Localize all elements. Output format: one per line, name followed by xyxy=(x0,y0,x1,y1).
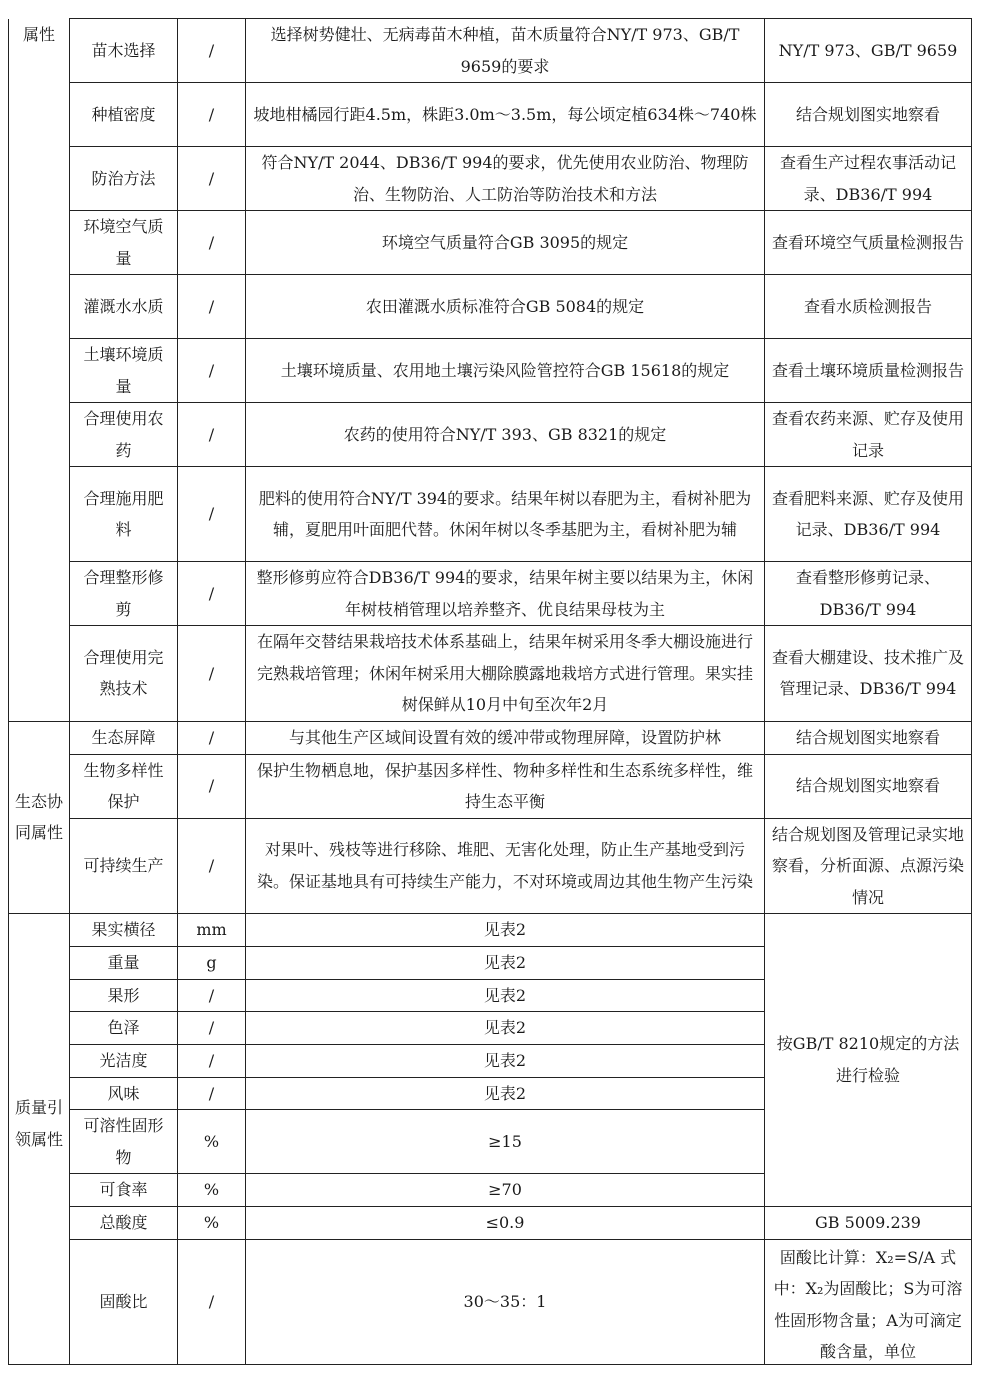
item-cell: 合理整形修剪 xyxy=(70,562,178,626)
category-quality: 质量引领属性 xyxy=(9,914,70,1365)
check-method-cell: 查看整形修剪记录、DB36/T 994 xyxy=(765,562,972,626)
unit-cell: / xyxy=(178,403,246,467)
requirement-cell: ≥15 xyxy=(246,1110,765,1174)
item-cell: 土壤环境质量 xyxy=(70,339,178,403)
table-row xyxy=(9,914,972,947)
requirement-cell: 见表2 xyxy=(246,1012,765,1045)
unit-cell: / xyxy=(178,1045,246,1078)
unit-cell: / xyxy=(178,818,246,914)
table-row xyxy=(9,818,972,914)
item-cell: 环境空气质量 xyxy=(70,211,178,275)
table-row xyxy=(9,19,972,83)
check-method-cell: 查看大棚建设、技术推广及管理记录、DB36/T 994 xyxy=(765,626,972,722)
check-method-cell: 结合规划图实地察看 xyxy=(765,721,972,754)
unit-cell: mm xyxy=(178,914,246,947)
item-cell: 色泽 xyxy=(70,1012,178,1045)
check-method-cell: 结合规划图实地察看 xyxy=(765,83,972,147)
table-row xyxy=(9,1239,972,1364)
item-cell: 固酸比 xyxy=(70,1239,178,1364)
check-method-cell: 查看水质检测报告 xyxy=(765,275,972,339)
check-method-cell: 查看生产过程农事活动记录、DB36/T 994 xyxy=(765,147,972,211)
unit-cell: / xyxy=(178,467,246,562)
check-method-cell: 按GB/T 8210规定的方法进行检验 xyxy=(765,914,972,1207)
requirement-cell: 农田灌溉水质标准符合GB 5084的规定 xyxy=(246,275,765,339)
item-cell: 苗木选择 xyxy=(70,19,178,83)
unit-cell: / xyxy=(178,83,246,147)
item-cell: 风味 xyxy=(70,1077,178,1110)
table-row xyxy=(9,467,972,562)
item-cell: 总酸度 xyxy=(70,1206,178,1239)
item-cell: 防治方法 xyxy=(70,147,178,211)
table-row xyxy=(9,147,972,211)
item-cell: 合理使用完熟技术 xyxy=(70,626,178,722)
item-cell: 光洁度 xyxy=(70,1045,178,1078)
requirement-cell: 见表2 xyxy=(246,914,765,947)
requirement-cell: 与其他生产区域间设置有效的缓冲带或物理屏障，设置防护林 xyxy=(246,721,765,754)
requirement-cell: 土壤环境质量、农用地土壤污染风险管控符合GB 15618的规定 xyxy=(246,339,765,403)
requirement-cell: 见表2 xyxy=(246,1045,765,1078)
unit-cell: / xyxy=(178,147,246,211)
unit-cell: / xyxy=(178,211,246,275)
table-row xyxy=(9,339,972,403)
check-method-cell xyxy=(765,1239,972,1364)
requirement-cell: 坡地柑橘园行距4.5m，株距3.0m～3.5m，每公顷定植634株～740株 xyxy=(246,83,765,147)
requirement-cell: 在隔年交替结果栽培技术体系基础上，结果年树采用冬季大棚设施进行完熟栽培管理；休闲年树采用大棚除膜露地栽培方式进行管理。果实挂树保鲜从10月中旬至次年2月 xyxy=(246,626,765,722)
requirement-cell: ≥70 xyxy=(246,1174,765,1207)
requirement-cell: 符合NY/T 2044、DB36/T 994的要求，优先使用农业防治、物理防治、生物防治、人工防治等防治技术和方法 xyxy=(246,147,765,211)
unit-cell: / xyxy=(178,339,246,403)
unit-cell: / xyxy=(178,754,246,818)
table-row xyxy=(9,754,972,818)
unit-cell: / xyxy=(178,979,246,1012)
unit-cell: / xyxy=(178,1012,246,1045)
table-row xyxy=(9,275,972,339)
table-row xyxy=(9,83,972,147)
requirement-cell: 环境空气质量符合GB 3095的规定 xyxy=(246,211,765,275)
unit-cell: / xyxy=(178,1239,246,1364)
check-method-cell: 查看土壤环境质量检测报告 xyxy=(765,339,972,403)
unit-cell: % xyxy=(178,1110,246,1174)
item-cell: 灌溉水水质 xyxy=(70,275,178,339)
spec-table xyxy=(8,18,972,1365)
unit-cell: / xyxy=(178,19,246,83)
unit-cell: / xyxy=(178,562,246,626)
item-cell: 生态屏障 xyxy=(70,721,178,754)
unit-cell: / xyxy=(178,721,246,754)
item-cell: 可持续生产 xyxy=(70,818,178,914)
table-row xyxy=(9,1206,972,1239)
unit-cell: / xyxy=(178,1077,246,1110)
item-cell: 重量 xyxy=(70,946,178,979)
check-method-cell: 查看农药来源、贮存及使用记录 xyxy=(765,403,972,467)
unit-cell: % xyxy=(178,1206,246,1239)
requirement-cell: 见表2 xyxy=(246,1077,765,1110)
check-method-cell: GB 5009.239 xyxy=(765,1206,972,1239)
table-row xyxy=(9,721,972,754)
requirement-cell: 对果叶、残枝等进行移除、堆肥、无害化处理，防止生产基地受到污染。保证基地具有可持续生产能力，不对环境或周边其他生物产生污染 xyxy=(246,818,765,914)
check-method-cell: 查看肥料来源、贮存及使用记录、DB36/T 994 xyxy=(765,467,972,562)
ratio-formula-text: 固酸比计算：X₂=S/A 式中：X₂为固酸比；S为可溶性固形物含量；A为可滴定酸含量，单位 xyxy=(773,1247,963,1361)
item-cell: 果形 xyxy=(70,979,178,1012)
unit-cell: / xyxy=(178,275,246,339)
requirement-cell: 30～35：1 xyxy=(246,1239,765,1364)
requirement-cell: 保护生物栖息地，保护基因多样性、物种多样性和生态系统多样性，维持生态平衡 xyxy=(246,754,765,818)
item-cell: 合理使用农药 xyxy=(70,403,178,467)
unit-cell: % xyxy=(178,1174,246,1207)
requirement-cell: 见表2 xyxy=(246,946,765,979)
table-row xyxy=(9,562,972,626)
requirement-cell: 见表2 xyxy=(246,979,765,1012)
requirement-cell: 整形修剪应符合DB36/T 994的要求，结果年树主要以结果为主，休闲年树枝梢管理以培养整齐、优良结果母枝为主 xyxy=(246,562,765,626)
item-cell: 种植密度 xyxy=(70,83,178,147)
table-row xyxy=(9,626,972,722)
requirement-cell: ≤0.9 xyxy=(246,1206,765,1239)
check-method-cell: NY/T 973、GB/T 9659 xyxy=(765,19,972,83)
table-row xyxy=(9,211,972,275)
unit-cell: / xyxy=(178,626,246,722)
requirement-cell: 农药的使用符合NY/T 393、GB 8321的规定 xyxy=(246,403,765,467)
check-method-cell: 结合规划图实地察看 xyxy=(765,754,972,818)
requirement-cell: 选择树势健壮、无病毒苗木种植，苗木质量符合NY/T 973、GB/T 9659的要求 xyxy=(246,19,765,83)
check-method-cell: 查看环境空气质量检测报告 xyxy=(765,211,972,275)
unit-cell: g xyxy=(178,946,246,979)
category-eco: 生态协同属性 xyxy=(9,721,70,914)
item-cell: 合理施用肥料 xyxy=(70,467,178,562)
item-cell: 可溶性固形物 xyxy=(70,1110,178,1174)
check-method-cell: 结合规划图及管理记录实地察看，分析面源、点源污染情况 xyxy=(765,818,972,914)
requirement-cell: 肥料的使用符合NY/T 394的要求。结果年树以春肥为主，看树补肥为辅，夏肥用叶面肥代替。休闲年树以冬季基肥为主，看树补肥为辅 xyxy=(246,467,765,562)
table-row xyxy=(9,403,972,467)
item-cell: 可食率 xyxy=(70,1174,178,1207)
item-cell: 生物多样性保护 xyxy=(70,754,178,818)
category-attr: 属性 xyxy=(9,19,70,722)
item-cell: 果实横径 xyxy=(70,914,178,947)
